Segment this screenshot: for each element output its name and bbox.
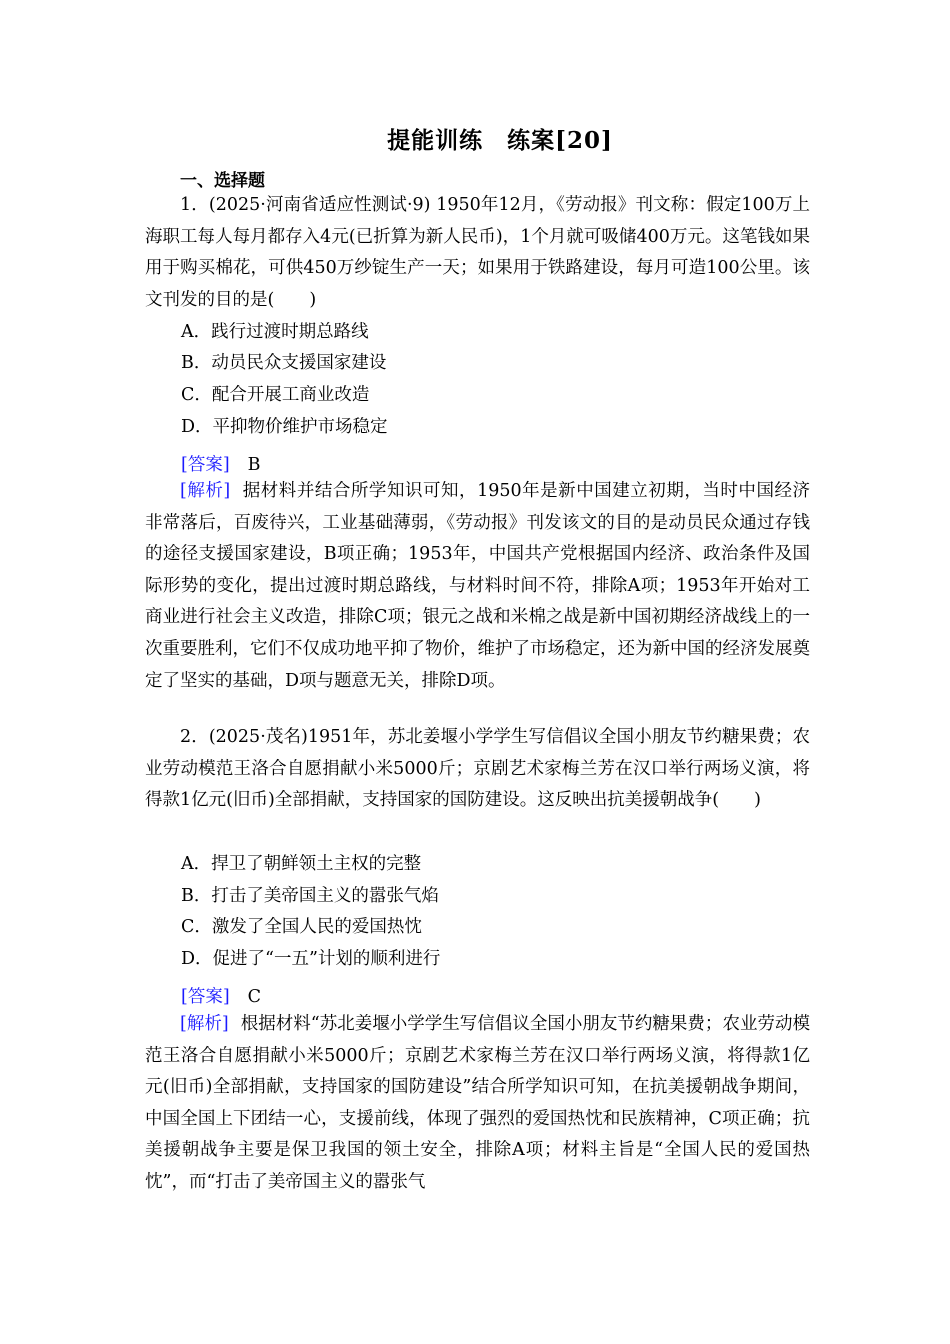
question-2-option-a: A．捍卫了朝鲜领土主权的完整 xyxy=(181,854,422,874)
analysis-text: 根据材料“苏北姜堰小学学生写信倡议全国小朋友节约糖果费；农业劳动模范王洛合自愿捐献小米5000斤；京剧艺术家梅兰芳在汉口举行两场义演，将得款1亿元(旧币)全部捐献，支持国家的国防建设”结合所学知识可知，在抗美援朝战争期间，中国全国上下团结一心，支援前线，体现了强烈的爱国热忱和民族精神，C项正确；抗美援朝战争主要是保卫我国的领土安全，排除A项；材料主旨是“全国人民的爱国热忱”，而“打击了美帝国主义的嚣张气 xyxy=(145,1014,810,1192)
section-heading: 一、选择题 xyxy=(180,171,265,191)
analysis-tag: [解析] xyxy=(180,481,231,501)
question-2-option-c: C．激发了全国人民的爱国热忱 xyxy=(181,917,422,937)
question-1-option-a: A．践行过渡时期总路线 xyxy=(181,322,369,342)
question-2-stem: 2．(2025·茂名)1951年，苏北姜堰小学学生写信倡议全国小朋友节约糖果费；农业劳动模范王洛合自愿捐献小米5000斤；京剧艺术家梅兰芳在汉口举行两场义演，将得款1亿元(旧币)全部捐献，支持国家的国防建设。这反映出抗美援朝战争( ) xyxy=(145,727,810,811)
question-2-option-d: D．促进了“一五”计划的顺利进行 xyxy=(181,949,441,969)
question-1-option-c: C．配合开展工商业改造 xyxy=(181,385,370,405)
question-1-option-b: B．动员民众支援国家建设 xyxy=(181,353,387,373)
question-2-analysis xyxy=(145,1009,810,1199)
answer-tag: [答案] xyxy=(181,455,230,475)
analysis-text: 据材料并结合所学知识可知，1950年是新中国建立初期，当时中国经济非常落后，百废待兴，工业基础薄弱，《劳动报》刊发该文的目的是动员民众通过存钱的途径支援国家建设，B项正确；1953年，中国共产党根据国内经济、政治条件及国际形势的变化，提出过渡时期总路线，与材料时间不符，排除A项；1953年开始对工商业进行社会主义改造，排除C项；银元之战和米棉之战是新中国初期经济战线上的一次重要胜利，它们不仅成功地平抑了物价，维护了市场稳定，还为新中国的经济发展奠定了坚实的基础，D项与题意无关，排除D项。 xyxy=(145,481,810,691)
question-2-option-b: B．打击了美帝国主义的嚣张气焰 xyxy=(181,886,439,906)
question-2-answer xyxy=(181,983,261,1008)
question-1-answer xyxy=(181,451,261,476)
answer-value: C xyxy=(247,987,262,1007)
page-title: 提能训练 练案[20] xyxy=(387,127,613,154)
analysis-tag: [解析] xyxy=(180,1014,229,1034)
answer-tag: [答案] xyxy=(181,987,230,1007)
question-1-option-d: D．平抑物价维护市场稳定 xyxy=(181,417,388,437)
question-1-stem: 1．(2025·河南省适应性测试·9) 1950年12月，《劳动报》刊文称：假定100万上海职工每人每月都存入4元(已折算为新人民币)，1个月就可吸储400万元。这笔钱如果用于购买棉花，可供450万纱锭生产一天；如果用于铁路建设，每月可造100公里。该文刊发的目的是( ) xyxy=(145,195,810,310)
answer-value: B xyxy=(247,455,261,475)
question-1-analysis xyxy=(145,476,810,697)
